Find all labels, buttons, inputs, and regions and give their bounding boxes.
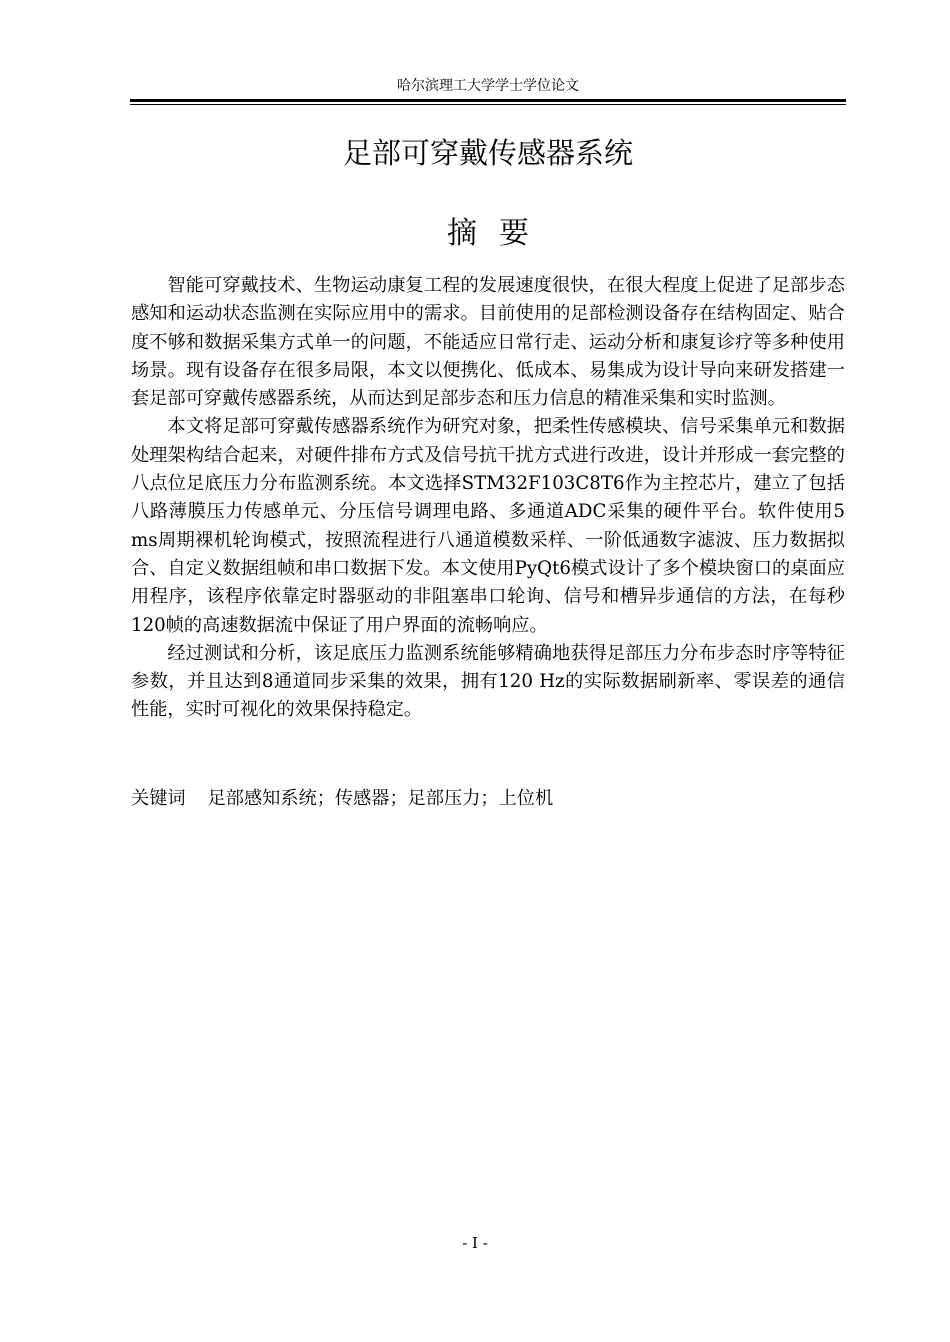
- abstract-heading: 摘要: [447, 216, 551, 251]
- thesis-title: 足部可穿戴传感器系统: [342, 136, 633, 170]
- keywords-label: 关键词: [131, 788, 186, 809]
- keywords-value: 足部感知系统；传感器；足部压力；上位机: [207, 788, 554, 809]
- abstract-paragraph-2: 本文将足部可穿戴传感器系统作为研究对象，把柔性传感模块、信号采集单元和数据处理架构结合起来，对硬件排布方式及信号抗干扰方式进行改进，设计并形成一套完整的八点位足底压力分布监测系统。本文选择STM32F103C8T6作为主控芯片，建立了包括八路薄膜压力传感单元、分压信号调理电路、多通道ADC采集的硬件平台。软件使用5 ms周期裸机轮询模式，按照流程进行八通道模数采样、一阶低通数字滤波、压力数据拟合、自定义数据组帧和串口数据下发。本文使用PyQt6模式设计了多个模块窗口的桌面应用程序，该程序依靠定时器驱动的非阻塞串口轮询、信号和槽异步通信的方法，在每秒120帧的高速数据流中保证了用户界面的流畅响应。: [131, 416, 845, 636]
- running-header: 哈尔滨理工大学学士学位论文: [397, 78, 579, 94]
- abstract-paragraph-3: 经过测试和分析，该足底压力监测系统能够精确地获得足部压力分布步态时序等特征参数，并且达到8通道同步采集的效果，拥有120 Hz的实际数据刷新率、零误差的通信性能，实时可视化的效果保持稳定。: [131, 642, 845, 721]
- page-number: - I -: [462, 1234, 488, 1252]
- abstract-paragraph-1: 智能可穿戴技术、生物运动康复工程的发展速度很快，在很大程度上促进了足部步态感知和运动状态监测在实际应用中的需求。目前使用的足部检测设备存在结构固定、贴合度不够和数据采集方式单一的问题，不能适应日常行走、运动分析和康复诊疗等多种使用场景。现有设备存在很多局限，本文以便携化、低成本、易集成为设计导向来研发搭建一套足部可穿戴传感器系统，从而达到足部步态和压力信息的精准采集和实时监测。: [131, 275, 845, 410]
- header-rule-thick: [130, 99, 846, 102]
- header-rule-thin: [130, 104, 846, 105]
- keywords-line: [131, 785, 845, 813]
- abstract-body: [131, 272, 845, 725]
